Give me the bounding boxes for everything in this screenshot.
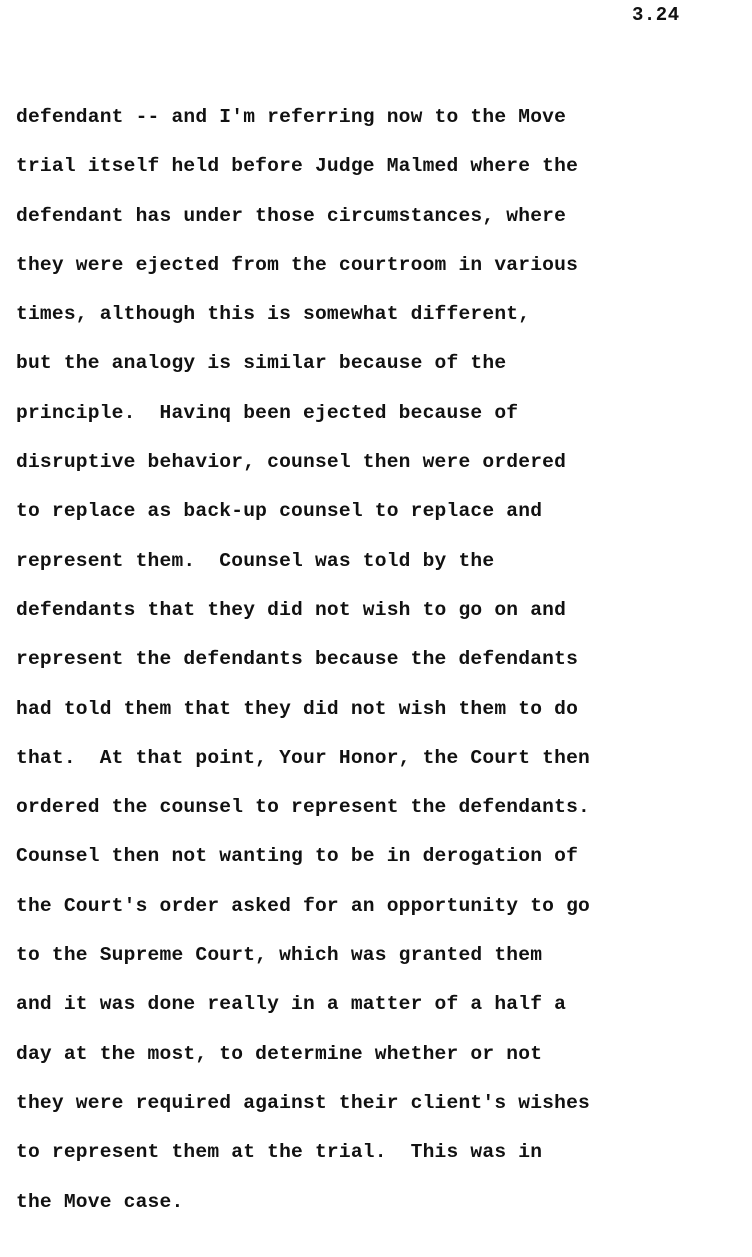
transcript-line: trial itself held before Judge Malmed where the	[16, 155, 579, 178]
transcript-line: represent them. Counsel was told by the	[16, 549, 495, 572]
transcript-line: the Court's order asked for an opportunity to go	[16, 894, 590, 917]
transcript-line: defendant -- and I'm referring now to the Move	[16, 106, 567, 128]
transcript-line: times, although this is somewhat different,	[16, 303, 531, 326]
transcript-line: and it was done really in a matter of a half a	[16, 993, 567, 1016]
transcript-line: that. At that point, Your Honor, the Court then	[16, 746, 590, 769]
transcript-line: disruptive behavior, counsel then were ordered	[16, 451, 567, 474]
transcript-line: principle. Havinq been ejected because of	[16, 401, 519, 424]
transcript-line: represent the defendants because the defendants	[16, 648, 579, 671]
transcript-line: Counsel then not wanting to be in derogation of	[16, 845, 579, 868]
page-number: 3.24	[632, 4, 680, 26]
transcript-line: had told them that they did not wish them to do	[16, 697, 579, 720]
transcript-line: to replace as back-up counsel to replace and	[16, 500, 543, 523]
transcript-line: to the Supreme Court, which was granted them	[16, 944, 543, 967]
transcript-line: they were ejected from the courtroom in various	[16, 253, 579, 276]
transcript-line: to represent them at the trial. This was in	[16, 1141, 543, 1164]
transcript-line: defendant has under those circumstances, where	[16, 204, 567, 227]
transcript-line: the Move case.	[16, 1190, 184, 1213]
transcript-line: day at the most, to determine whether or not	[16, 1042, 543, 1065]
transcript-line: but the analogy is similar because of the	[16, 352, 507, 375]
transcript-body	[16, 102, 590, 1236]
transcript-line: they were required against their client's wishes	[16, 1091, 590, 1114]
transcript-line: defendants that they did not wish to go on and	[16, 598, 567, 621]
transcript-line: ordered the counsel to represent the defendants.	[16, 796, 590, 819]
